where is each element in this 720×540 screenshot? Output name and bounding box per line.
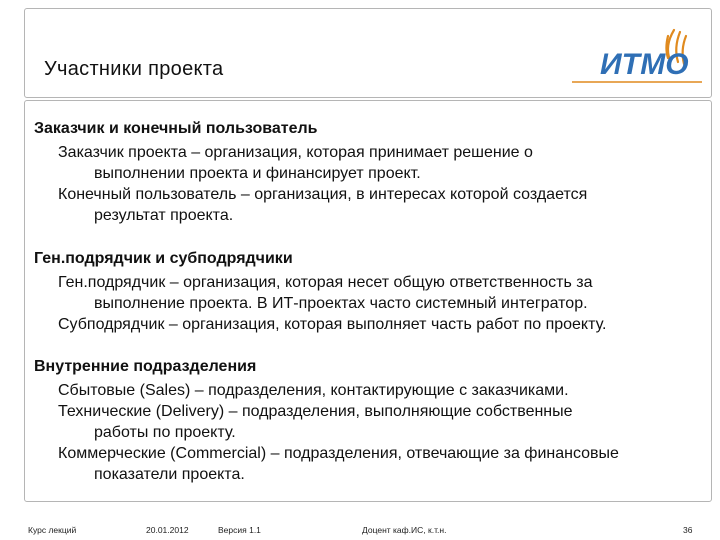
list-item bbox=[34, 443, 714, 485]
item-text: Коммерческие (Commercial) – подразделения, отвечающие за финансовые bbox=[58, 445, 619, 462]
list-item bbox=[34, 380, 714, 401]
list-item bbox=[34, 184, 714, 226]
section-heading: Заказчик и конечный пользователь bbox=[34, 120, 318, 137]
item-text: Заказчик проекта – организация, которая принимает решение о bbox=[58, 144, 533, 161]
page-number: 36 bbox=[683, 525, 693, 535]
item-text-cont: показатели проекта. bbox=[94, 466, 245, 483]
item-text: Субподрядчик – организация, которая выполняет часть работ по проекту. bbox=[58, 316, 607, 333]
section-customer bbox=[34, 119, 714, 226]
logo-text: ИТМО bbox=[600, 48, 689, 81]
section-heading: Внутренние подразделения bbox=[34, 358, 257, 375]
section-contractors bbox=[34, 249, 714, 335]
list-item bbox=[34, 272, 714, 314]
item-text-cont: работы по проекту. bbox=[94, 424, 236, 441]
item-text-cont: результат проекта. bbox=[94, 207, 234, 224]
footer-version: Версия 1.1 bbox=[218, 525, 261, 535]
item-text: Технические (Delivery) – подразделения, выполняющие собственные bbox=[58, 403, 573, 420]
list-item bbox=[34, 401, 714, 443]
footer-author: Доцент каф.ИС, к.т.н. bbox=[362, 525, 447, 535]
footer-date: 20.01.2012 bbox=[146, 525, 189, 535]
list-item bbox=[34, 314, 714, 335]
footer-course: Курс лекций bbox=[28, 525, 77, 535]
list-item bbox=[34, 142, 714, 184]
item-text: Сбытовые (Sales) – подразделения, контактирующие с заказчиками. bbox=[58, 382, 569, 399]
item-text: Ген.подрядчик – организация, которая несет общую ответственность за bbox=[58, 274, 593, 291]
item-text-cont: выполнении проекта и финансирует проект. bbox=[94, 165, 421, 182]
section-internal-units bbox=[34, 357, 714, 485]
item-text-cont: выполнение проекта. В ИТ-проектах часто системный интегратор. bbox=[94, 295, 588, 312]
slide-title: Участники проекта bbox=[44, 58, 224, 80]
itmo-logo bbox=[570, 26, 705, 90]
section-heading: Ген.подрядчик и субподрядчики bbox=[34, 250, 293, 267]
item-text: Конечный пользователь – организация, в интересах которой создается bbox=[58, 186, 588, 203]
